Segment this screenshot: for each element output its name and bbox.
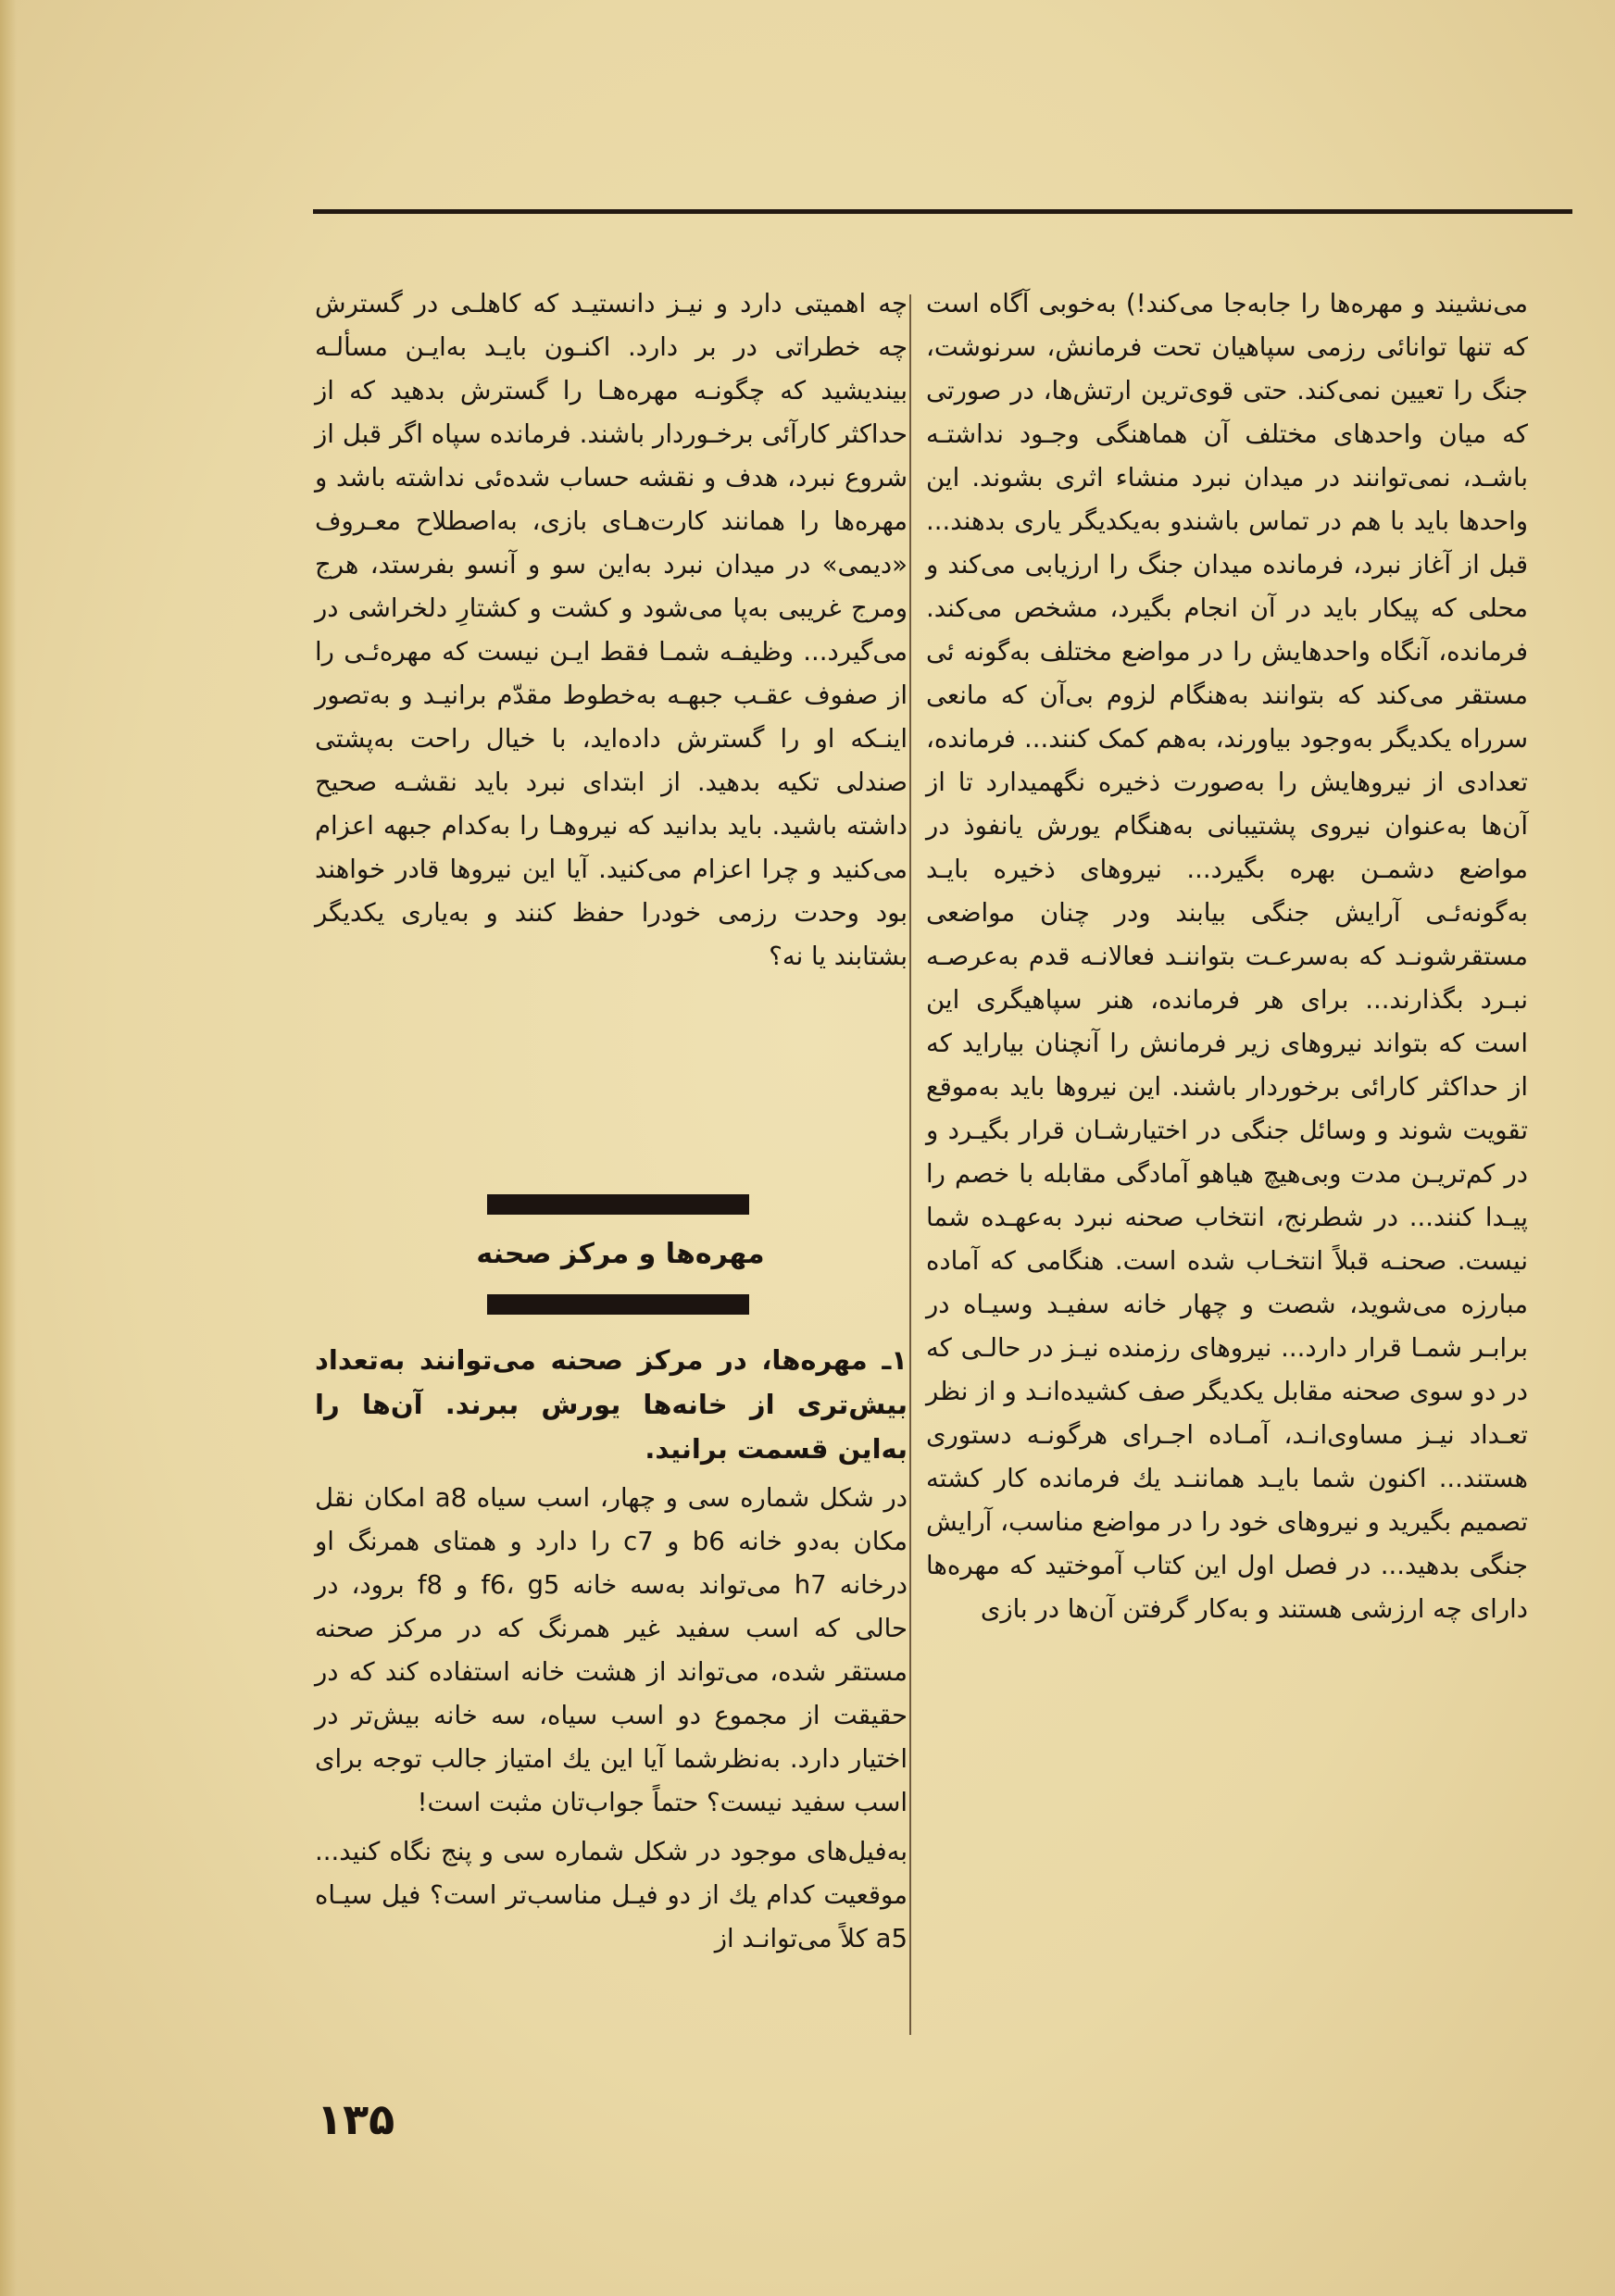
left-column-upper (315, 282, 908, 979)
heading-bar-bottom (487, 1294, 749, 1315)
heading-bar-top (487, 1194, 749, 1215)
section-heading: مهره‌ها و مرکز صحنه (476, 1238, 765, 1270)
page-edge-shadow (0, 0, 17, 2296)
right-column (926, 282, 1528, 1631)
left-column-upper-text: چه اهمیتی دارد و نیـز دانستیـد که کاهلـی در گسترش چه خطراتی در بر دارد. اکنـون بایـد به‌ایـن مسألـه بیندیشید که چگونـه مهره‌هـا را گسترش بدهید که از حداکثر کارآئی برخـوردار باشند. فرمانده سپاه اگر قبل از شروع نبرد، هدف و نقشه حساب شده‌ئی نداشته باشد و مهره‌ها را همانند کارت‌هـای بازی، به‌اصطلاح معـروف «دیمی» در میدان نبرد به‌این سو و آنسو بفرستد، هرج ومرج غریبی به‌پا می‌شود و کشت و کشتارِ دلخراشی در می‌گیرد... وظیفـه شمـا فقط ایـن نیست که مهره‌ئـی را از صفوف عقـب جبهـه به‌خطوط مقدّم برانیـد و به‌تصور اینـکه او را گسترش داده‌اید، با خیال راحت به‌پشتی صندلی تکیه بدهید. از ابتدای نبرد باید نقشـه صحیح داشته باشید. باید بدانید که نیروهـا را به‌کدام جبهه اعزام می‌کنید و چرا اعزام می‌کنید. آیا این نیروها قادر خواهند بود وحدت رزمی خودرا حفظ کنند و به‌یاری یکدیگر بشتابند یا نه؟ (315, 289, 908, 971)
paragraph-2: به‌فیل‌های موجود در شکل شماره سی و پنج نگاه کنید... موقعیت کدام یك از دو فیـل مناسب‌تر است؟ فیل سیـاه a5 کلاً می‌توانـد از (315, 1837, 908, 1953)
header-rule (313, 209, 1572, 214)
right-column-text: می‌نشیند و مهره‌ها را جابه‌جا می‌کند!) به‌خوبی آگاه است که تنها توانائی رزمی سپاهیان تحت فرمانش، سرنوشت، جنگ را تعیین نمی‌کند. حتی قوی‌ترین ارتش‌ها، در صورتی که میان واحدهای مختلف آن هماهنگی وجـود نداشتـه باشـد، نمی‌توانند در میدان نبرد منشاء اثری بشوند. این واحدها باید با هم در تماس باشندو به‌یکدیگر یاری بدهند... قبل از آغاز نبرد، فرمانده میدان جنگ را ارزیابی می‌کند و محلی که پیکار باید در آن انجام بگیرد، مشخص می‌کند. فرمانده، آنگاه واحدهایش را در مواضع مختلف به‌گونه ئی مستقر می‌کند که بتوانند به‌هنگام لزوم بی‌آن که مانعی سرراه یکدیگر به‌وجود بیاورند، به‌هم کمک کنند... فرمانده، تعدادی از نیروهایش را به‌صورت ذخیره نگهمیدارد تا از آن‌ها به‌عنوان نیروی پشتیبانی به‌هنگام یورش یانفوذ در مواضع دشمـن بهره بگیرد... نیروهای ذخیره بایـد به‌گونه‌ئـی آرایش جنگی بیابند ودر چنان مواضعی مستقرشونـد که به‌سرعـت بتواننـد فعالانـه قدم به‌عرصـه نبـرد بگذارند... برای هر فرمانده، هنر سپاهیگری این است که بتواند نیروهای زیر فرمانش را آنچنان بیاراید که از حداکثر کارائی برخوردار باشند. این نیروها باید به‌موقع تقویت شوند و وسائل جنگی در اختیارشـان قرار بگیـرد و در کم‌تریـن مدت وبی‌هیچ هیاهو آمادگی مقابله با خصم را پیـدا کنند... در شطرنج، انتخاب صحنه نبرد به‌عهـده شما نیست. صحنـه قبلاً انتخـاب شده است. هنگامی که آماده مبارزه می‌شوید، شصت و چهار خانه سفیـد وسیـاه در برابـر شمـا قرار دارد... نیروهای رزمنده نیـز در حالـی که در دو سوی صحنه مقابل یکدیگر صف کشیده‌انـد و از نظر تعـداد نیـز مساوی‌انـد، آمـاده اجـرای هرگونـه دستوری هستند... اکنون شما بایـد هماننـد یك فرمانده کار کشته تصمیم بگیرید و نیروهای خود را در مواضع مناسب، آرایش جنگی بدهید... در فصل اول این کتاب آموختید که مهره‌ها دارای چه ارزشی هستند و به‌کار گرفتن آن‌ها در بازی (926, 289, 1528, 1624)
bold-intro: ۱ـ مهره‌ها، در مرکز صحنه می‌توانند به‌تعداد بیش‌تری از خانه‌ها یورش ببرند. آن‌ها را به‌این قسمت برانید. (315, 1344, 908, 1465)
left-column-lower (315, 1338, 908, 1966)
page-number: ۱۳۵ (317, 2094, 395, 2144)
column-divider (909, 294, 911, 2035)
paragraph-1: در شکل شماره سی و چهار، اسب سیاه a8 امکان نقل مکان به‌دو خانه b6 و c7 را دارد و همتای همرنگ او درخانه h7 می‌تواند به‌سه خانه f6، g5 و f8 برود، در حالی که اسب سفید غیر همرنگ که در مرکز صحنه مستقر شده، می‌تواند از هشت خانه استفاده کند که در حقیقت از مجموع دو اسب سیاه، سه خانه بیش‌تر در اختیار دارد. به‌نظرشما آیا این یك امتیاز جالب توجه برای اسب سفید نیست؟ حتماً جواب‌تان مثبت است! (315, 1483, 908, 1817)
